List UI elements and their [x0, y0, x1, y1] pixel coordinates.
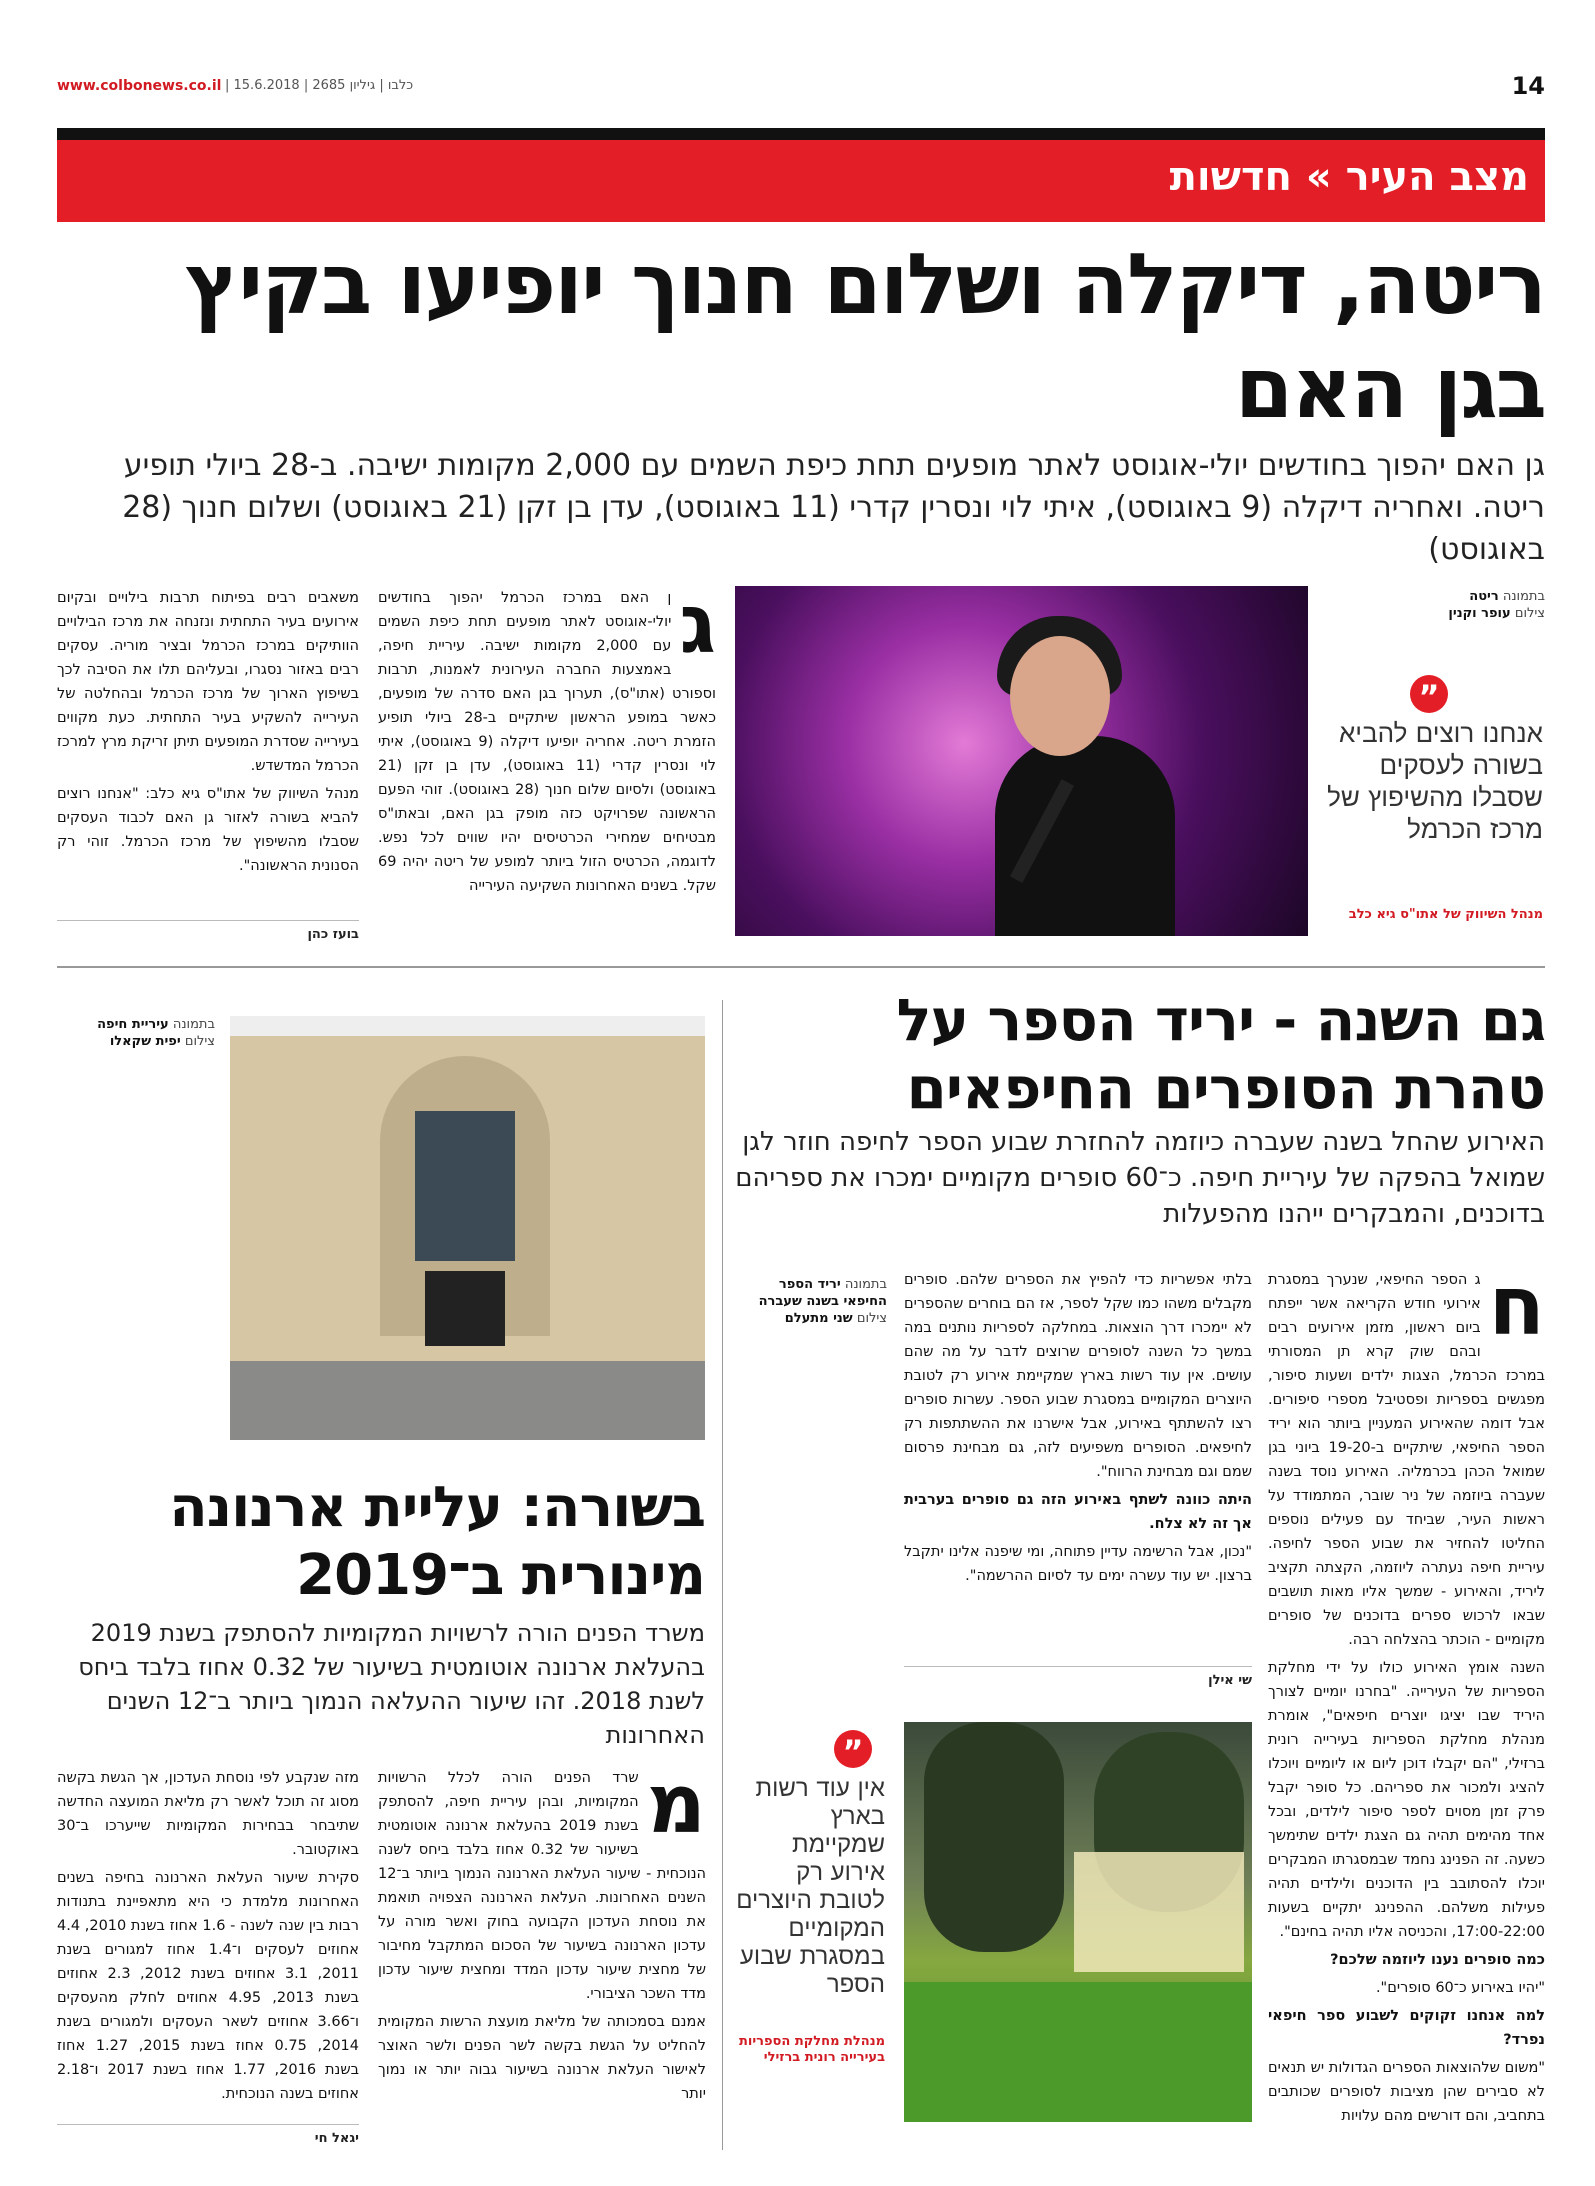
pull-quote-story-2: אין עוד רשות בארץ שמקיימת אירוע רק לטובת היוצרים המקומיים במסגרת שבוע הספר: [736, 1774, 885, 1998]
fair-tent: [1074, 1852, 1244, 1972]
headline-story-1: ריטה, דיקלה ושלום חנוך יופיעו בקיץ בגן האם: [184, 235, 1545, 437]
section-divider: [57, 966, 1545, 968]
page-header: [57, 72, 1545, 100]
caption-name: ריטה: [1469, 589, 1499, 604]
section-bar: [57, 140, 1545, 222]
page-number: 14: [1511, 72, 1545, 100]
body-text: השנה אומץ האירוע כולו על ידי מחלקת הספריות של העירייה. "בחרנו יומיים לצורך היריד שבו יציגו יוצרים חיפאים", אומרת מנהלת מחלקת הספריות בעירייה רונית ברזילי, "הם יקבלו דוכן ליום או ליומיים ויוכלו להציג ולמכור את ספריהם. כל סופר יקבל פרק זמן מסוים לספר סיפור לילדים, ובכל אחד מהימים תהיה גם הצגת ילדים שתימשך כשעה. זה הפנינג נחמד שבמסגרתו המבקרים יוכלו להסתובב בין הדוכנים ולילדים תהיה פעילות משלהם. ההפנינג יתקיים בשעות 17:00-22:00, והכניסה אליו תהיה בחינם".: [1268, 1660, 1545, 1940]
photo-singer-rita: [735, 586, 1308, 936]
arched-windows: [415, 1111, 515, 1261]
interview-question: למה אנחנו זקוקים לשבוע ספר חיפאי נפרד?: [1268, 2008, 1545, 2048]
issue-meta: | כלבו | גיליון 2685 | 15.6.2018: [225, 78, 414, 93]
body-column-story-1-a: [378, 577, 716, 898]
credit-label: צילום: [184, 1034, 215, 1049]
interview-answer: "יהיו באירוע כ־60 סופרים".: [1375, 1980, 1545, 1996]
body-text: ג הספר החיפאי, שנערך במסגרת אירועי חודש הקריאה אשר ייפתח ביום ראשון, מזמן אירועים רבים ובהם שוק קרא תן המסורתי במרכז הכרמל, הצגות ילדים ושעות סיפור, מפגשים בספריות ופסטיבל מספרי סיפורים. אבל דומה שהאירוע המעניין ביותר הוא יריד הספר החיפאי, שיתקיים ב-19-20 ביוני בגן שמואל הכהן בכרמליה. האירוע נוסד בשנה שעברה ביוזמה של ניר שובר, המתמודד על ראשות העיר, שביחד עם פעילים נוספים החליטו להחזיר את שבוע הספר לחיפה. עיריית חיפה נעתרה ליוזמה, הקצתה תקציב ליריד, והאירוע - שמשך אליו מאות תושבים שבאו לרכוש ספרים בדוכנים של סופרים מקומיים - הוכתר בהצלחה רבה.: [1268, 1272, 1545, 1648]
interview-answer: "נכון, אבל הרשימה עדיין פתוחה, ומי שיפנה אלינו יתקבל ברצון. יש עוד עשרה ימים עד לסיום ההרשמה".: [904, 1544, 1252, 1584]
byline-story-2: שי אילן: [904, 1666, 1252, 1688]
byline-story-3: יגאל חי: [57, 2124, 359, 2146]
subhead-story-2: האירוע שהחל בשנה שעברה כיוזמה להחזרת שבוע הספר לחיפה חוזר לגן שמואל בהפקה של עיריית חיפה. כ־60 סופרים מקומיים ימכרו את ספריהם בדוכנים, והמבקרים ייהנו מהפעלות: [735, 1127, 1545, 1229]
body-column-story-2-a: [1268, 1259, 1545, 2132]
pull-quote-attribution-story-1: מנהל השיווק של אתו"ס גיא כלב: [1348, 907, 1543, 922]
drop-cap: ג: [679, 577, 716, 672]
tree: [924, 1722, 1064, 1952]
singer-figure: [995, 736, 1175, 936]
body-text: משאבים רבים בפיתוח תרבות בילויים ובקיום אירועים בעיר התחתית ונזנחה את מרכז הבילויים הוותיקים במרכז הכרמל ובציר מוריה. עסקים רבים באזור נסגרו, ובעליהם תלו את הסיבה לכך בשיפוץ הארוך של מרכז הכרמל ובהחלטה של העירייה להשקיע בעיר התחתית. כעת מקווים בעירייה שסדרת המופעים תיתן זריקת מרץ למרכז הכרמל המדשדש.: [57, 590, 359, 774]
photo-caption-story-3: [57, 1016, 215, 1050]
subhead-story-1: גן האם יהפוך בחודשים יולי-אוגוסט לאתר מופעים תחת כיפת השמים עם 2,000 מקומות ישיבה. ב-28 ביולי תופיע ריטה. ואחריה דיקלה (9 באוגוסט), איתי לוי ונסרין קדרי (11 באוגוסט), עדן בן זקן (21 באוגוסט) ושלום חנוך (28 באוגוסט): [122, 448, 1545, 567]
body-text: אמנם בסמכותה של מליאת מועצת הרשות המקומית להחליט על הגשת בקשה לשר הפנים ולשר האוצר לאישור העלאת ארנונה בשיעור גבוה יותר או נמוך יותר: [378, 2014, 706, 2102]
body-text: שרד הפנים הורה לכלל הרשויות המקומיות, ובהן עיריית חיפה, להסתפק בשנת 2019 בהעלאת ארנונה אוטומטית בשיעור של 0.32 אחוז בלבד ביחס לשנה הנוכחית - שיעור העלאת הארנונה הנמוך ביותר ב־12 השנים האחרונות. העלאת הארנונה הצפויה תואמת את נוסחת העדכון הקבועה בחוק ואשר מורה על עדכון הארנונה בשיעור של הסכום המתקבל מחיבור של מחצית שיעור עדכון המדד ומחצית שיעור עדכון מדד השכר הציבורי.: [378, 1770, 706, 2002]
body-column-story-1-b: [57, 586, 359, 882]
headline-story-3: בשורה: עליית ארנונה מינורית ב־2019: [169, 1475, 705, 1608]
body-text: בלתי אפשריות כדי להפיץ את הספרים שלהם. סופרים מקבלים משהו כמו שקל לספר, אז הם בוחרים שהספרים לא יימכרו דרך הוצאות. במחלקה לספריות נותנים במה במשך כל השנה לסופרים שרוצים לדבר על מה שהם עושים. אין עוד רשות בארץ שמקיימת אירוע רק לטובת היוצרים המקומיים במסגרת שבוע הספר. עשרות סופרים רצו להשתתף באירוע, אבל אישרנו את ההשתתפות רק לחיפאים. הסופרים משפיעים לזה, גם מבחינת פרסום שמם וגם מבחינת הרווח".: [904, 1272, 1252, 1480]
lawn: [904, 1982, 1252, 2122]
credit-label: צילום: [1514, 606, 1545, 621]
photo-haifa-city-hall: [230, 1016, 705, 1440]
top-rule: [57, 128, 1545, 140]
headline-story-2: גם השנה - יריד הספר על טהרת הסופרים החיפאים: [896, 986, 1545, 1122]
photo-caption-story-1: [1325, 588, 1545, 622]
caption-name: עיריית חיפה: [97, 1017, 169, 1032]
pull-quote-story-1: אנחנו רוצים להביא בשורה לעסקים שסבלו מהשיפוץ של מרכז הכרמל: [1327, 719, 1543, 845]
entrance-door: [425, 1271, 505, 1346]
credit-name: שני מתעלם: [784, 1311, 853, 1326]
pull-quote-attribution-story-2: מנהלת מחלקת הספריות בעירייה רונית ברזילי: [739, 2034, 885, 2065]
credit-label: צילום: [856, 1311, 887, 1326]
interview-answer: "משום שלהוצאות הספרים הגדולות יש תנאים לא סבירים שהן מציבות לסופרים שכותבים בתחביב, והם דורשים מהם עלויות: [1268, 2060, 1545, 2124]
site-url[interactable]: www.colbonews.co.il: [57, 78, 222, 94]
credit-name: יפית שקאלו: [109, 1034, 181, 1049]
caption-label: בתמונה: [1502, 589, 1545, 604]
byline-story-1: בועז כהן: [57, 920, 359, 942]
section-title: מצב העיר » חדשות: [1169, 154, 1529, 200]
quote-mark-icon: ”: [1410, 675, 1448, 713]
credit-name: עופר וקנין: [1448, 606, 1511, 621]
body-text: מזה שנקבע לפי נוסחת העדכון, אך הגשת בקשה מסוג זה תוכל לאשר רק מליאת המועצה החדשה שתיבחר בבחירות המקומיות שייערכו ב־30 באוקטובר.: [57, 1770, 359, 1858]
drop-cap: ח: [1488, 1259, 1545, 1354]
subhead-story-3: משרד הפנים הורה לרשויות המקומיות להסתפק בשנת 2019 בהעלאת ארנונה אוטומטית בשיעור של 0.32 אחוז בלבד ביחס לשנת 2018. זהו שיעור ההעלאה הנמוך ביותר ב־12 השנים האחרונות: [78, 1619, 705, 1749]
interview-question: כמה סופרים נענו ליוזמה שלכם?: [1330, 1952, 1545, 1968]
quote-mark-icon: ”: [834, 1730, 872, 1768]
plaza: [230, 1361, 705, 1440]
body-text: מנהל השיווק של אתו"ס גיא כלב: "אנחנו רוצים להביא בשורה לאזור גן האם לכבוד העסקים שסבלו מהשיפוץ של מרכז הכרמל. זוהי רק הסנונית הראשונה".: [57, 786, 359, 874]
photo-caption-story-2: [735, 1276, 887, 1327]
caption-label: בתמונה: [172, 1017, 215, 1032]
caption-label: בתמונה: [844, 1277, 887, 1292]
caption-name: יריד הספר החיפאי בשנה שעברה: [758, 1277, 887, 1309]
body-column-story-3-b: [57, 1766, 359, 2110]
photo-book-fair: [904, 1722, 1252, 2122]
column-divider: [722, 1000, 723, 2150]
body-column-story-2-b: [904, 1268, 1252, 1592]
interview-question: היתה כוונה לשתף באירוע הזה גם סופרים בערבית אך זה לא צלח.: [904, 1492, 1252, 1532]
body-text: סקירת שיעור העלאת הארנונה בחיפה בשנים האחרונות מלמדת כי היא מתאפיינת בתנודות רבות בין שנה לשנה - 1.6 אחוז בשנת 2010, 4.4 אחוזים לעסקים ו־1.4 אחוז למגורים בשנת 2011, 3.1 אחוזים בשנת 2012, 2.3 אחוזים בשנת 2013, 4.95 אחוזים לחלק מהעסקים ו־3.66 אחוזים לשאר העסקים ולמגורים בשנת 2014, 0.75 אחוז בשנת 2015, 1.27 אחוז בשנת 2016, 1.77 אחוז בשנת 2017 ו־2.18 אחוזים בשנה הנוכחית.: [57, 1870, 360, 2102]
body-column-story-3-a: [378, 1757, 706, 2110]
drop-cap: מ: [646, 1757, 706, 1852]
singer-face: [1010, 636, 1110, 756]
body-text: ן האם במרכז הכרמל יהפוך בחודשים יולי-אוגוסט לאתר מופעים תחת כיפת השמים עם 2,000 מקומות ישיבה. עיריית חיפה, באמצעות החברה העירונית לאמנות, תרבות וספורט (אתו"ס), תערוך בגן האם סדרה של מופעים, כאשר במופע הראשון שיתקיים ב-28 ביולי תופיע הזמרת ריטה. אחריה יופיעו דיקלה (9 באוגוסט), איתי לוי ונסרין קדרי (11 באוגוסט), עדן בן זקן (21 באוגוסט) ולסיום שלום חנוך (28 באוגוסט). זוהי הפעם הראשונה שפרויקט כזה מופק בגן האם, ובאתו"ס מבטיחים שמחירי הכרטיסים יהיו שווים לכל נפש. לדוגמה, הכרטיס הזול ביותר למופע של ריטה יהיה 69 שקל. בשנים האחרונות השקיעה העירייה: [378, 590, 716, 894]
